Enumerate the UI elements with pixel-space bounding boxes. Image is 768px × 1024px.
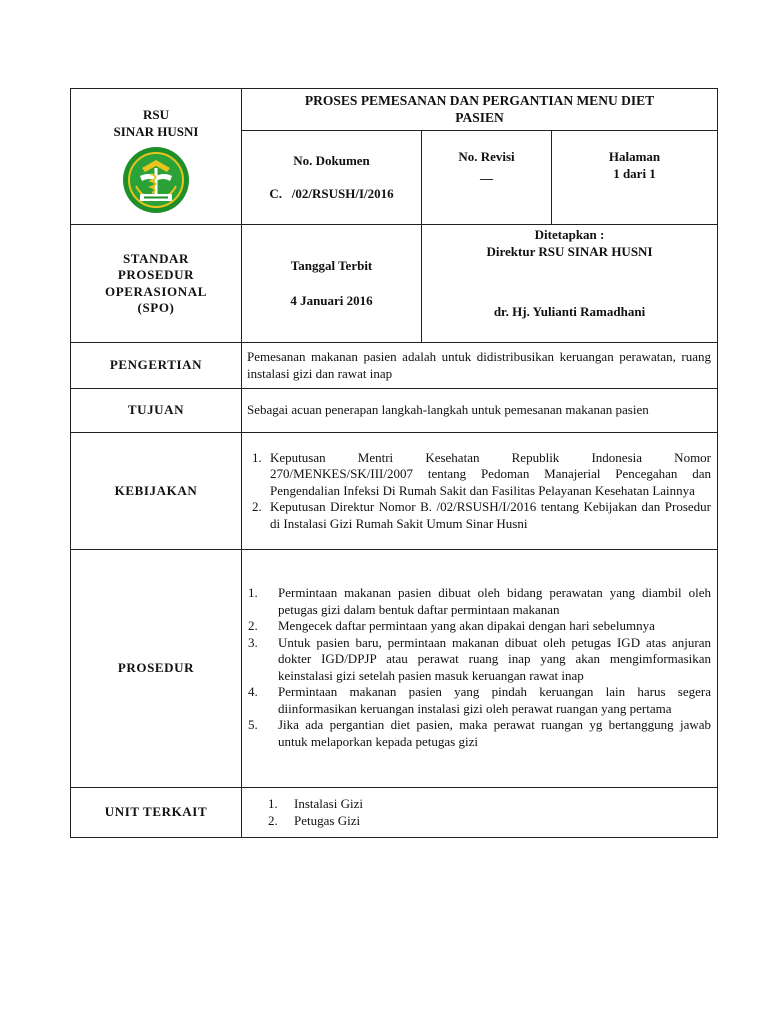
unit-terkait-list [268,796,711,829]
list-item-text: Petugas Gizi [294,812,361,828]
list-item-text: Keputusan Mentri Kesehatan Republik Indonesia Nomor 270/MENKES/SK/III/2007 tentang Pedoman Manajerial Pencegahan dan Pengendalian Infeksi Di Rumah Sakit dan Fasilitas Pelayanan Kesehatan Lainnya [270,449,712,498]
ditetapkan-label: Ditetapkan : [534,227,605,242]
tujuan-text: Sebagai acuan penerapan langkah-langkah untuk pemesanan makanan pasien [242,389,718,433]
list-item [248,684,712,717]
institution-name-line2: SINAR HUSNI [113,123,199,139]
kebijakan-content [242,433,718,550]
list-item-text: Permintaan makanan pasien dibuat oleh bidang perawatan yang diambil oleh petugas gizi dalam bentuk daftar permintaan makanan [278,585,712,617]
institution-cell [71,89,242,225]
list-item [252,449,712,500]
list-item [248,585,712,618]
ditetapkan-role: Direktur RSU SINAR HUSNI [486,243,653,259]
list-item-text: Permintaan makanan pasien yang pindah keruangan lain harus segera diinformasikan keruangan instalasi gizi oleh perawat ruangan yang pertama [278,684,712,716]
list-item [248,717,712,750]
list-item-number: 3. [248,634,258,650]
list-item-text: Untuk pasien baru, permintaan makanan dibuat oleh petugas IGD atas anjuran dokter IGD/DPJP atau perawat ruang inap yang akan mengimformasikan keinstalasi gizi setelah pasien masuk keruangan rawat inap [278,634,712,683]
kebijakan-list [252,449,712,533]
spo-table [70,88,718,838]
list-item [268,796,711,813]
tanggal-terbit-cell [242,225,422,343]
ditetapkan-cell [422,225,718,343]
halaman-value: 1 dari 1 [613,165,656,181]
list-item-text: Instalasi Gizi [294,796,363,811]
tujuan-label: TUJUAN [71,389,242,433]
list-item [268,812,711,830]
list-item-number: 1. [252,449,262,465]
no-dokumen-label: No. Dokumen [293,153,370,168]
document-title: PROSES PEMESANAN DAN PERGANTIAN MENU DIET PASIEN [242,89,718,131]
spo-label-line2: PROSEDUR [117,267,195,282]
hospital-emblem-icon [122,146,190,214]
spo-label-cell [71,225,242,343]
no-revisi-cell [422,131,552,225]
no-dokumen-cell [242,131,422,225]
tanggal-terbit-value: 4 Januari 2016 [290,292,373,308]
list-item-number: 5. [248,717,258,732]
halaman-label: Halaman [608,149,661,164]
list-item-number: 2. [248,618,258,633]
list-item-text: Jika ada pergantian diet pasien, maka perawat ruangan yg bertanggung jawab untuk melaporkan kepada petugas gizi [278,717,712,749]
spo-label-line1: STANDAR [122,250,190,266]
prosedur-label: PROSEDUR [71,550,242,788]
halaman-cell [552,131,718,225]
pengertian-text: Pemesanan makanan pasien adalah untuk didistribusikan keruangan perawatan, ruang instalasi gizi dan rawat inap [242,343,718,389]
list-item-number: 1. [248,585,258,600]
institution-name-line1: RSU [142,107,169,122]
signatory-name: dr. Hj. Yulianti Ramadhani [493,304,646,319]
prosedur-list [248,585,712,750]
list-item [248,618,711,635]
no-revisi-label: No. Revisi [458,149,515,164]
list-item-number: 2. [252,499,262,515]
list-item [248,634,712,685]
list-item [252,499,712,532]
tanggal-terbit-label: Tanggal Terbit [290,258,373,273]
list-item-number: 4. [248,684,258,699]
no-dokumen-value: C. /02/RSUSH/I/2016 [269,185,394,201]
prosedur-content [242,550,718,788]
list-item-text: Mengecek daftar permintaan yang akan dipakai dengan hari sebelumnya [278,618,655,633]
kebijakan-label: KEBIJAKAN [71,433,242,550]
list-item-number: 1. [268,796,278,811]
pengertian-label: PENGERTIAN [71,343,242,389]
list-item-number: 2. [268,812,278,828]
unit-terkait-content [242,788,718,838]
no-revisi-value: __ [480,165,493,181]
spo-label-line3: OPERASIONAL [105,283,207,299]
list-item-text: Keputusan Direktur Nomor B. /02/RSUSH/I/2016 tentang Kebijakan dan Prosedur di Instalasi Gizi Rumah Sakit Umum Sinar Husni [270,499,712,531]
spo-label-line4: (SPO) [137,300,175,315]
unit-terkait-label: UNIT TERKAIT [71,788,242,838]
